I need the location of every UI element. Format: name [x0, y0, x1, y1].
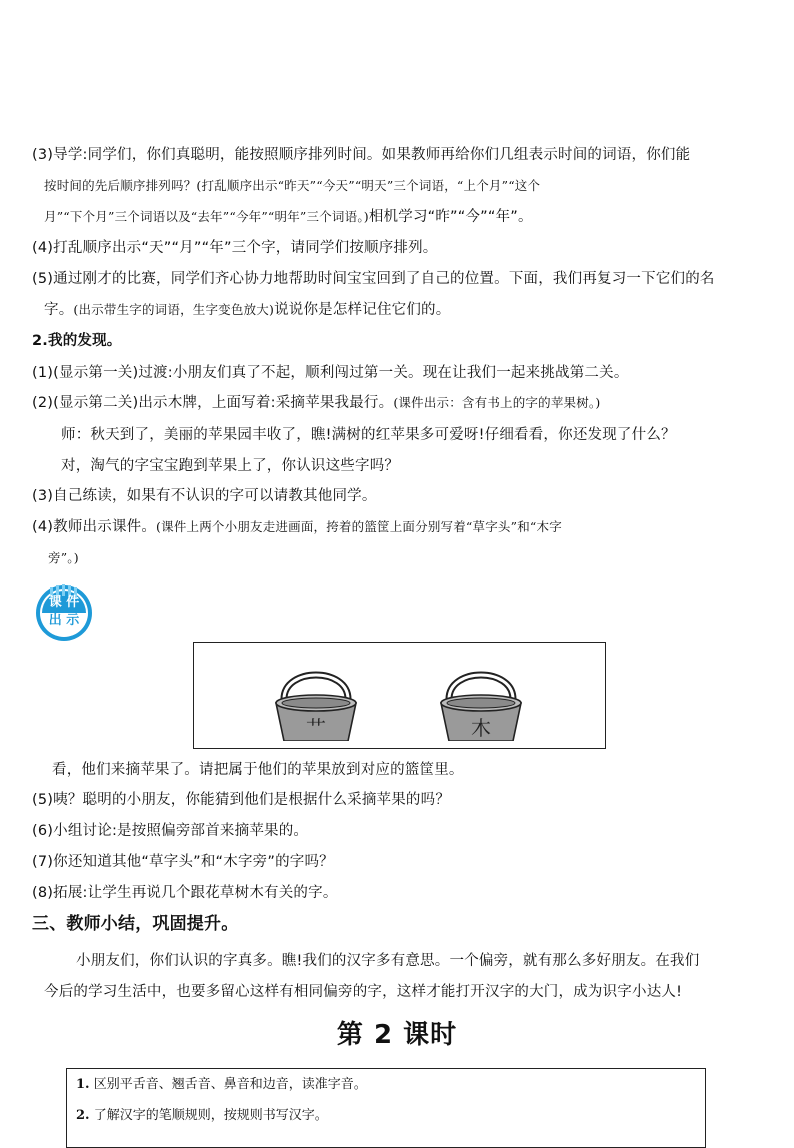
- basket-grass-radical: [270, 661, 362, 741]
- text-segment: 字。: [44, 302, 74, 318]
- goals-box: [66, 1068, 706, 1148]
- section-heading: 三、教师小结，巩固提升。: [32, 914, 239, 934]
- text-line: (1)(显示第一关)过渡:小朋友们真了不起，顺利闯过第一关。现在让我们一起来挑战第二关。: [32, 365, 629, 381]
- badge-label-bottom: 出 示: [48, 613, 80, 628]
- basket-label: 艹: [306, 716, 326, 740]
- text-line: 按时间的先后顺序排列吗？(打乱顺序出示“昨天”“今天”“明天”三个词语，“上个月”“这个: [44, 178, 541, 193]
- goal-text: 了解汉字的笔顺规则，按规则书写汉字。: [93, 1108, 328, 1123]
- text-segment: (课件出示：含有书上的字的苹果树。): [393, 395, 601, 410]
- text-line: 旁”。): [48, 550, 79, 565]
- text-line: (4)打乱顺序出示“天”“月”“年”三个字，请同学们按顺序排列。: [32, 240, 438, 256]
- text-line: (3)导学:同学们，你们真聪明，能按照顺序排列时间。如果教师再给你们几组表示时间的词语，你们能: [32, 147, 691, 163]
- text-segment: 说说你是怎样记住它们的。: [274, 302, 451, 318]
- text-line: (6)小组讨论:是按照偏旁部首来摘苹果的。: [32, 823, 309, 839]
- text-segment: (课件上两个小朋友走进画面，挎着的篮筐上面分别写着“草字头”和“木字: [156, 519, 562, 534]
- goal-number: 2.: [76, 1108, 90, 1123]
- basket-label: 木: [471, 716, 491, 740]
- text-line: 小朋友们，你们认识的字真多。瞧!我们的汉字多有意思。一个偏旁，就有那么多好朋友。在我们: [76, 953, 700, 969]
- lesson-title: 第 2 课时: [336, 1020, 458, 1050]
- text-line: [44, 207, 533, 227]
- text-segment: (出示带生字的词语，生字变色放大): [73, 302, 275, 317]
- text-line: 师：秋天到了，美丽的苹果园丰收了，瞧!满树的红苹果多可爱呀!仔细看看，你还发现了什么？: [61, 427, 676, 443]
- text-line: [44, 300, 450, 320]
- goal-text: 区别平舌音、翘舌音、鼻音和边音，读准字音。: [93, 1077, 367, 1092]
- text-line: 今后的学习生活中，也要多留心这样有相同偏旁的字，这样才能打开汉字的大门，成为识字小达人!: [44, 984, 683, 1000]
- text-line: 对，淘气的字宝宝跑到苹果上了，你认识这些字吗？: [61, 458, 400, 474]
- text-line: (5)咦？聪明的小朋友，你能猜到他们是根据什么采摘苹果的吗？: [32, 792, 451, 808]
- text-line: [32, 393, 600, 413]
- text-segment: 相机学习“昨”“今”“年”。: [368, 209, 533, 225]
- section-heading: 2.我的发现。: [32, 333, 122, 349]
- text-segment: (2)(显示第二关)出示木牌，上面写着:采摘苹果我最行。: [32, 395, 394, 411]
- text-line: (8)拓展:让学生再说几个跟花草树木有关的字。: [32, 885, 338, 901]
- badge-label-top: 课 件: [48, 595, 80, 610]
- text-segment: (4)教师出示课件。: [32, 519, 157, 535]
- text-line: (3)自己练读，如果有不认识的字可以请教其他同学。: [32, 488, 377, 504]
- basket-wood-radical: [435, 661, 527, 741]
- courseware-badge-icon: [34, 583, 94, 643]
- goal-item: [76, 1076, 367, 1094]
- text-line: 看，他们来摘苹果了。请把属于他们的苹果放到对应的篮筐里。: [52, 762, 464, 778]
- text-line: [44, 176, 540, 196]
- text-line: (7)你还知道其他“草字头”和“木字旁”的字吗？: [32, 854, 334, 870]
- text-segment: 月”“下个月”三个词语以及“去年”“今年”“明年”三个词语。): [44, 209, 369, 224]
- goal-number: 1.: [76, 1077, 90, 1092]
- basket-figure: [193, 642, 606, 749]
- text-line: (5)通过刚才的比赛，同学们齐心协力地帮助时间宝宝回到了自己的位置。下面，我们再复习一下它们的名: [32, 271, 715, 287]
- text-line: [32, 517, 562, 537]
- goal-item: [76, 1107, 328, 1125]
